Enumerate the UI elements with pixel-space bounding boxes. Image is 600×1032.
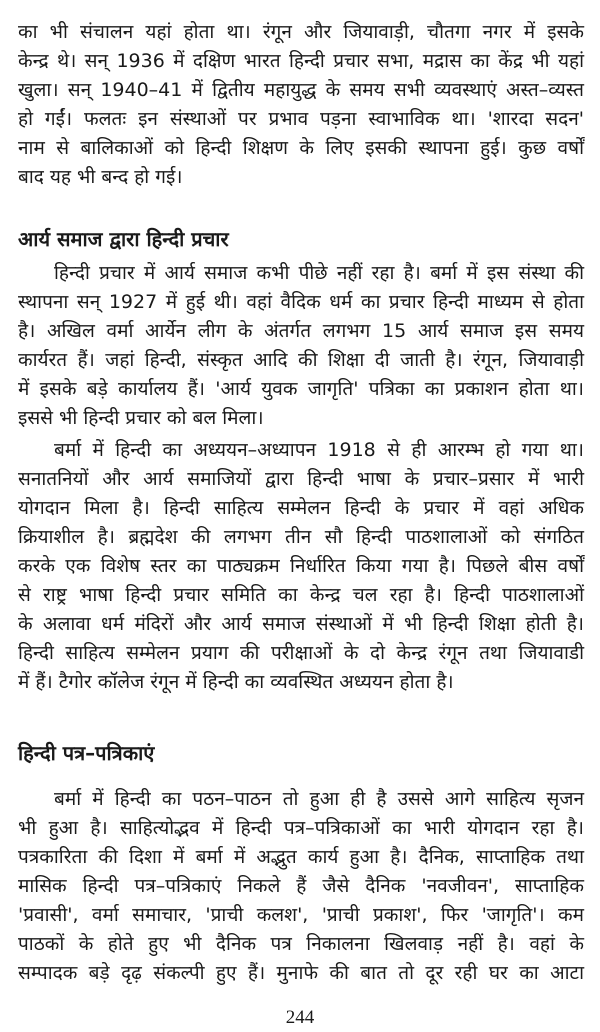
- text-line: बर्मा में हिन्दी का पठन–पाठन तो हुआ ही है उससे आगे साहित्य सृजन: [54, 788, 584, 810]
- text-line: इससे भी हिन्दी प्रचार को बल मिला।: [18, 407, 264, 429]
- page-number: 244: [285, 1007, 315, 1028]
- text-line: बाद यह भी बन्द हो गई।: [18, 166, 183, 188]
- text-line: का भी संचालन यहां होता था। रंगून और जियावाड़ी, चौतगा नगर में इसके: [18, 21, 584, 43]
- text-line: में हैं। टैगोर कॉलेज रंगून में हिन्दी का व्यवस्थित अध्ययन होता है।: [18, 671, 454, 693]
- text-line: हिन्दी साहित्य सम्मेलन प्रयाग की परीक्षाओं के दो केन्द्र रंगून तथा जियावाडी: [18, 642, 584, 664]
- text-line: के अलावा धर्म मंदिरों और आर्य समाज संस्थाओं में भी हिन्दी शिक्षा होती है।: [18, 613, 584, 635]
- text-line: से राष्ट्र भाषा हिन्दी प्रचार समिति का केन्द्र चल रहा है। हिन्दी पाठशालाओं: [18, 584, 584, 606]
- text-line: बर्मा में हिन्दी का अध्ययन–अध्यापन 1918 से ही आरम्भ हो गया था।: [54, 439, 584, 461]
- text-line: सनातनियों और आर्य समाजियों द्वारा हिन्दी भाषा के प्रचार–प्रसार में भारी: [18, 468, 584, 490]
- text-line: पाठकों के होते हुए भी दैनिक पत्र निकालना खिलवाड़ नहीं है। वहां के: [18, 933, 584, 955]
- text-line: सम्पादक बड़े दृढ़ संकल्पी हुए हैं। मुनाफे की बात तो दूर रही घर का आटा: [18, 962, 585, 984]
- text-line: योगदान मिला है। हिन्दी साहित्य सम्मेलन हिन्दी के प्रचार में वहां अधिक: [18, 497, 584, 519]
- text-line: हो गईं। फलतः इन संस्थाओं पर प्रभाव पड़ना स्वाभाविक था। 'शारदा सदन': [18, 108, 584, 130]
- text-line: में इसके बड़े कार्यालय हैं। 'आर्य युवक जागृति' पत्रिका का प्रकाशन होता था।: [18, 378, 584, 400]
- paragraph: [18, 436, 584, 697]
- paragraph: [18, 259, 584, 433]
- section-heading: हिन्दी पत्र–पत्रिकाएं: [18, 741, 155, 765]
- text-line: मासिक हिन्दी पत्र–पत्रिकाएं निकले हैं जैसे दैनिक 'नवजीवन', साप्ताहिक: [18, 875, 584, 897]
- text-line: हिन्दी प्रचार में आर्य समाज कभी पीछे नहीं रहा है। बर्मा में इस संस्था की: [54, 262, 584, 284]
- text-line: है। अखिल वर्मा आर्येन लीग के अंतर्गत लगभग 15 आर्य समाज इस समय: [18, 320, 584, 342]
- text-line: कार्यरत हैं। जहां हिन्दी, संस्कृत आदि की शिक्षा दी जाती है। रंगून, जियावाड़ी: [18, 349, 584, 371]
- text-line: स्थापना सन् 1927 में हुई थी। वहां वैदिक धर्म का प्रचार हिन्दी माध्यम से होता: [18, 291, 584, 313]
- paragraph: [18, 18, 584, 192]
- section-heading: आर्य समाज द्वारा हिन्दी प्रचार: [18, 227, 229, 251]
- text-line: क्रियाशील है। ब्रह्मदेश की लगभग तीन सौ हिन्दी पाठशालाओं को संगठित: [18, 526, 584, 548]
- text-line: 'प्रवासी', वर्मा समाचार, 'प्राची कलश', 'प्राची प्रकाश', फिर 'जागृति'। कम: [18, 904, 584, 926]
- paragraph: [18, 785, 584, 988]
- text-line: केन्द्र थे। सन् 1936 में दक्षिण भारत हिन्दी प्रचार सभा, मद्रास का केंद्र भी यहां: [18, 50, 584, 72]
- text-line: नाम से बालिकाओं को हिन्दी शिक्षण के लिए इसकी स्थापना हुई। कुछ वर्षों: [18, 137, 584, 159]
- text-line: पत्रकारिता की दिशा में बर्मा में अद्भुत कार्य हुआ है। दैनिक, साप्ताहिक तथा: [18, 846, 584, 868]
- text-line: करके एक विशेष स्तर का पाठ्यक्रम निर्धारित किया गया है। पिछले बीस वर्षों: [18, 555, 584, 577]
- text-line: खुला। सन् 1940–41 में द्वितीय महायुद्ध के समय सभी व्यवस्थाएं अस्त–व्यस्त: [18, 79, 584, 101]
- text-line: भी हुआ है। साहित्योद्भव में हिन्दी पत्र–पत्रिकाओं का भारी योगदान रहा है।: [18, 817, 584, 839]
